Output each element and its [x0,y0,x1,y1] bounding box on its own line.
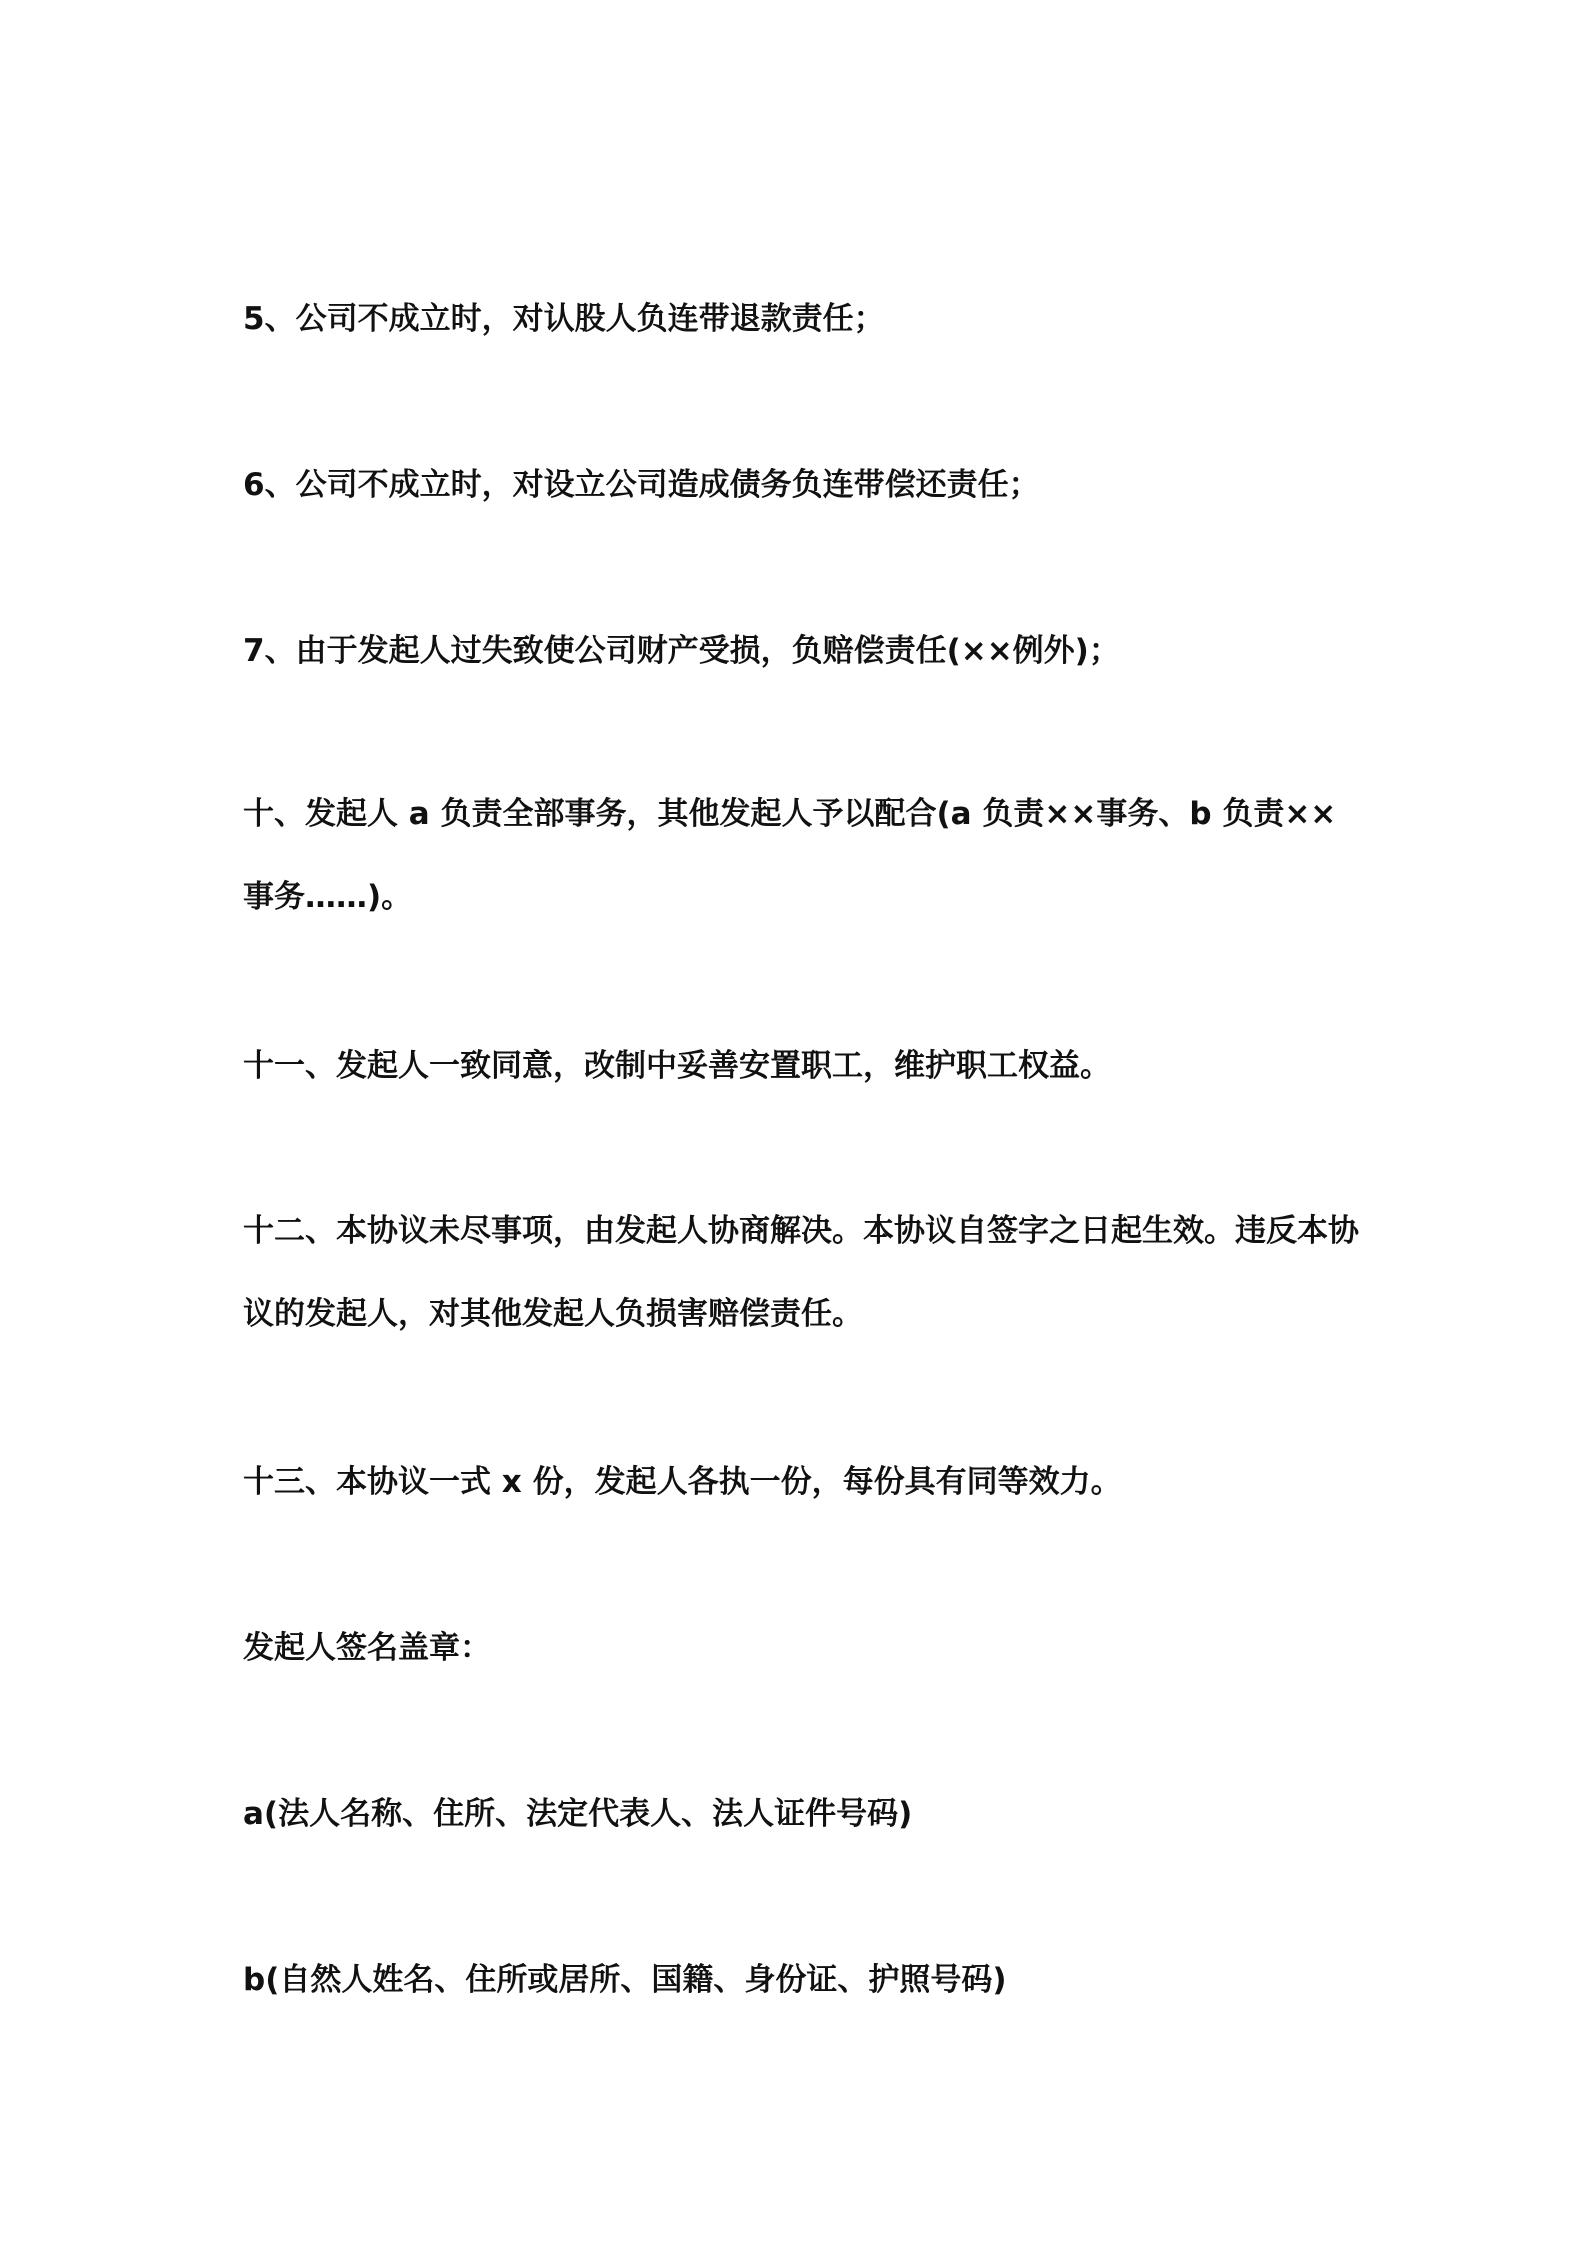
clause-10: 十、发起人 a 负责全部事务，其他发起人予以配合(a 负责××事务、b 负责××事务……)。 [243,796,1337,915]
clause-7: 7、由于发起人过失致使公司财产受损，负赔偿责任(××例外)； [243,633,1120,669]
signatory-a: a(法人名称、住所、法定代表人、法人证件号码) [243,1796,913,1832]
clause-13: 十三、本协议一式 x 份，发起人各执一份，每份具有同等效力。 [243,1464,1122,1500]
clause-12: 十二、本协议未尽事项，由发起人协商解决。本协议自签字之日起生效。违反本协议的发起人，对其他发起人负损害赔偿责任。 [243,1213,1359,1332]
signatory-b: b(自然人姓名、住所或居所、国籍、身份证、护照号码) [243,1962,1007,1998]
clause-5: 5、公司不成立时，对认股人负连带退款责任； [243,301,885,337]
clause-11: 十一、发起人一致同意，改制中妥善安置职工，维护职工权益。 [243,1048,1111,1084]
clause-6: 6、公司不成立时，对设立公司造成债务负连带偿还责任； [243,467,1040,503]
signature-heading: 发起人签名盖章： [243,1630,491,1666]
